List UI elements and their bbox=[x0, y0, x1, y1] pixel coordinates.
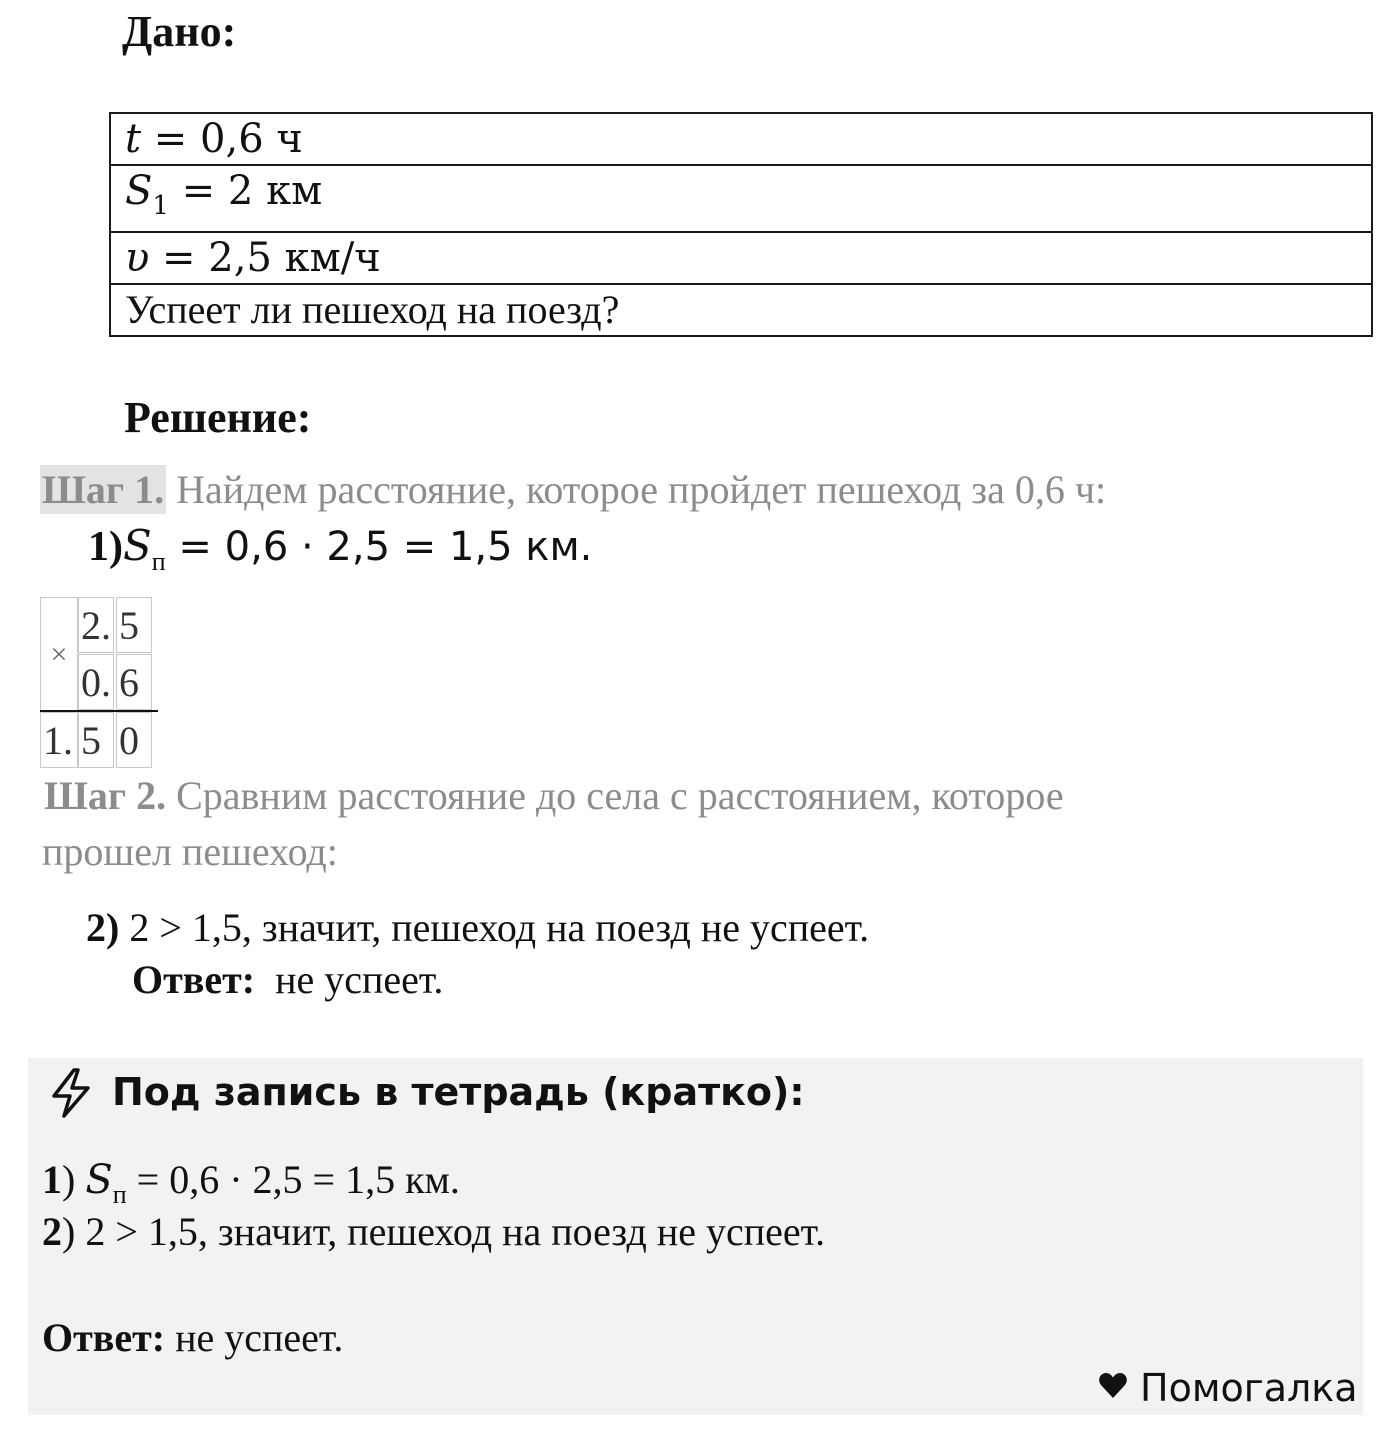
lightning-icon bbox=[44, 1066, 98, 1125]
answer-text: не успеет. bbox=[275, 957, 444, 1002]
notebook-line-1 bbox=[42, 1156, 460, 1210]
mult-digit: 0. bbox=[78, 654, 114, 710]
notebook-subscript: п bbox=[112, 1180, 127, 1209]
answer-line bbox=[132, 956, 443, 1003]
step1-var: S bbox=[123, 521, 152, 570]
given-subscript: 1 bbox=[152, 191, 169, 221]
notebook-line-number: 1 bbox=[42, 1157, 62, 1202]
step2-text: Сравним расстояние до села с расстоянием, которое bbox=[166, 773, 1064, 818]
notebook-line-number: 2 bbox=[42, 1209, 62, 1254]
notebook-var: S bbox=[85, 1157, 113, 1203]
notebook-expression: = 0,6 · 2,5 = 1,5 км. bbox=[126, 1157, 460, 1202]
mult-result-digit: 5 bbox=[78, 712, 114, 768]
notebook-summary-box bbox=[28, 1058, 1363, 1415]
step2-line bbox=[44, 772, 1064, 819]
given-value: = 2 км bbox=[168, 168, 323, 214]
notebook-title: Под запись в тетрадь (кратко): bbox=[112, 1070, 805, 1114]
step1-text: Найдем расстояние, которое пройдет пешеход за 0,6 ч: bbox=[166, 467, 1107, 512]
step1-number: 1) bbox=[88, 524, 123, 570]
step1-line bbox=[40, 466, 1106, 513]
brand-name[interactable]: Помогалка bbox=[1140, 1366, 1358, 1410]
step1-calc bbox=[88, 521, 592, 577]
notebook-expression: 2 > 1,5, значит, пешеход на поезд не успеет. bbox=[75, 1209, 826, 1254]
mult-digit: 2. bbox=[78, 597, 114, 653]
given-question: Успеет ли пешеход на поезд? bbox=[125, 287, 620, 332]
answer-label: Ответ: bbox=[132, 957, 256, 1002]
given-heading: Дано: bbox=[122, 7, 237, 56]
step2-text-line2: прошел пешеход: bbox=[42, 829, 338, 874]
notebook-answer bbox=[42, 1314, 343, 1361]
step2-number: 2) bbox=[86, 905, 120, 950]
step2-expression: 2 > 1,5, значит, пешеход на поезд не успеет. bbox=[119, 905, 870, 950]
brand-signature bbox=[1098, 1366, 1358, 1410]
mult-digit: 6 bbox=[116, 654, 152, 710]
notebook-answer-label: Ответ: bbox=[42, 1315, 166, 1360]
step1-label: Шаг 1. bbox=[42, 467, 165, 512]
heart-icon bbox=[1098, 1372, 1128, 1405]
mult-result-digit: 1. bbox=[40, 712, 78, 768]
given-value: = 0,6 ч bbox=[141, 116, 303, 162]
mult-digit: 5 bbox=[116, 597, 152, 653]
given-table bbox=[109, 112, 1373, 337]
step2-calc bbox=[86, 904, 869, 951]
given-var: S bbox=[125, 168, 153, 214]
given-value: = 2,5 км/ч bbox=[149, 235, 381, 281]
given-var: υ bbox=[125, 235, 150, 281]
solution-heading: Решение: bbox=[124, 393, 312, 442]
notebook-line-paren: ) bbox=[62, 1157, 76, 1202]
step1-subscript: п bbox=[151, 547, 166, 576]
notebook-line-2 bbox=[42, 1208, 825, 1255]
given-row bbox=[110, 284, 1372, 336]
step1-expression: = 0,6 · 2,5 = 1,5 км. bbox=[165, 524, 593, 570]
notebook-line-paren: ) bbox=[62, 1209, 76, 1254]
mult-result-digit: 0 bbox=[116, 712, 152, 768]
given-row bbox=[110, 232, 1372, 284]
step2-label: Шаг 2. bbox=[44, 773, 167, 818]
given-row bbox=[110, 113, 1372, 165]
given-row bbox=[110, 165, 1372, 232]
notebook-answer-text: не успеет. bbox=[165, 1315, 344, 1360]
given-var: t bbox=[125, 116, 142, 162]
multiply-sign: × bbox=[40, 597, 78, 711]
